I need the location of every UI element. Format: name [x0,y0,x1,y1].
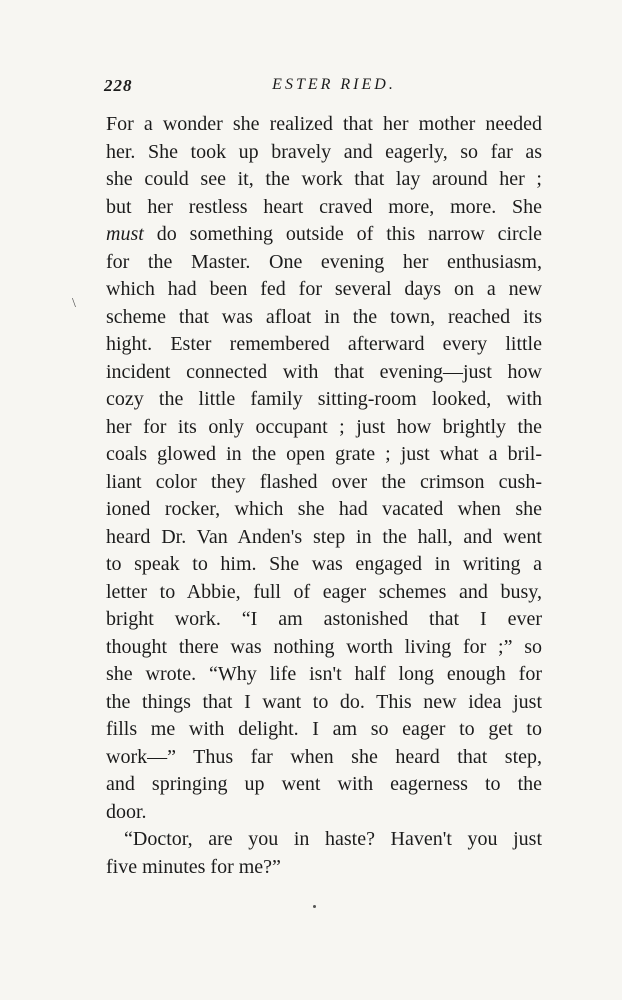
text-line: fills me with delight. I am so eager to get to [106,718,542,740]
page-number: 228 [104,76,133,95]
text-line: which had been fed for several days on a new [106,278,542,300]
text-line: “Doctor, are you in haste? Haven't you just [124,828,542,850]
margin-mark: \ [72,296,76,311]
text-line: incident connected with that evening—just how [106,360,542,383]
text-line: she could see it, the work that lay around her ; [106,168,542,190]
text-line: her. She took up bravely and eagerly, so far as [106,140,542,163]
text-line: coals glowed in the open grate ; just what a bril- [106,443,542,465]
text-line: For a wonder she realized that her mother needed [106,113,542,135]
text-line: liant color they flashed over the crimson cush- [106,470,542,493]
page-header [104,76,544,100]
text-line: and springing up went with eagerness to the [106,773,542,795]
text-line: work—” Thus far when she heard that step, [106,745,542,768]
text-line: but her restless heart craved more, more. She [106,195,542,218]
text-line [106,221,542,249]
text-line: she wrote. “Why life isn't half long enough for [106,663,542,685]
text-line: bright work. “I am astonished that I ever [106,608,542,630]
paper-speck [313,905,316,908]
text-line: heard Dr. Van Anden's step in the hall, and went [106,525,542,548]
text-line: hight. Ester remembered afterward every little [106,333,542,355]
text-line-rest: do something outside of this narrow circle [156,223,542,245]
text-line: scheme that was afloat in the town, reached its [106,305,542,328]
text-line: letter to Abbie, full of eager schemes and busy, [106,580,542,603]
text-line: thought there was nothing worth living for ;” so [106,635,542,658]
text-line: door. [106,800,147,823]
text-line: the things that I want to do. This new idea just [106,690,542,713]
emphasized-word: must [106,223,144,245]
text-line: her for its only occupant ; just how brightly the [106,415,542,438]
text-line: ioned rocker, which she had vacated when she [106,498,542,520]
text-line: to speak to him. She was engaged in writing a [106,553,542,575]
text-line: cozy the little family sitting-room looked, with [106,388,542,410]
running-title: ESTER RIED. [272,76,396,93]
body-text [106,111,542,881]
text-line: five minutes for me?” [106,855,281,878]
text-line: for the Master. One evening her enthusiasm, [106,250,542,273]
